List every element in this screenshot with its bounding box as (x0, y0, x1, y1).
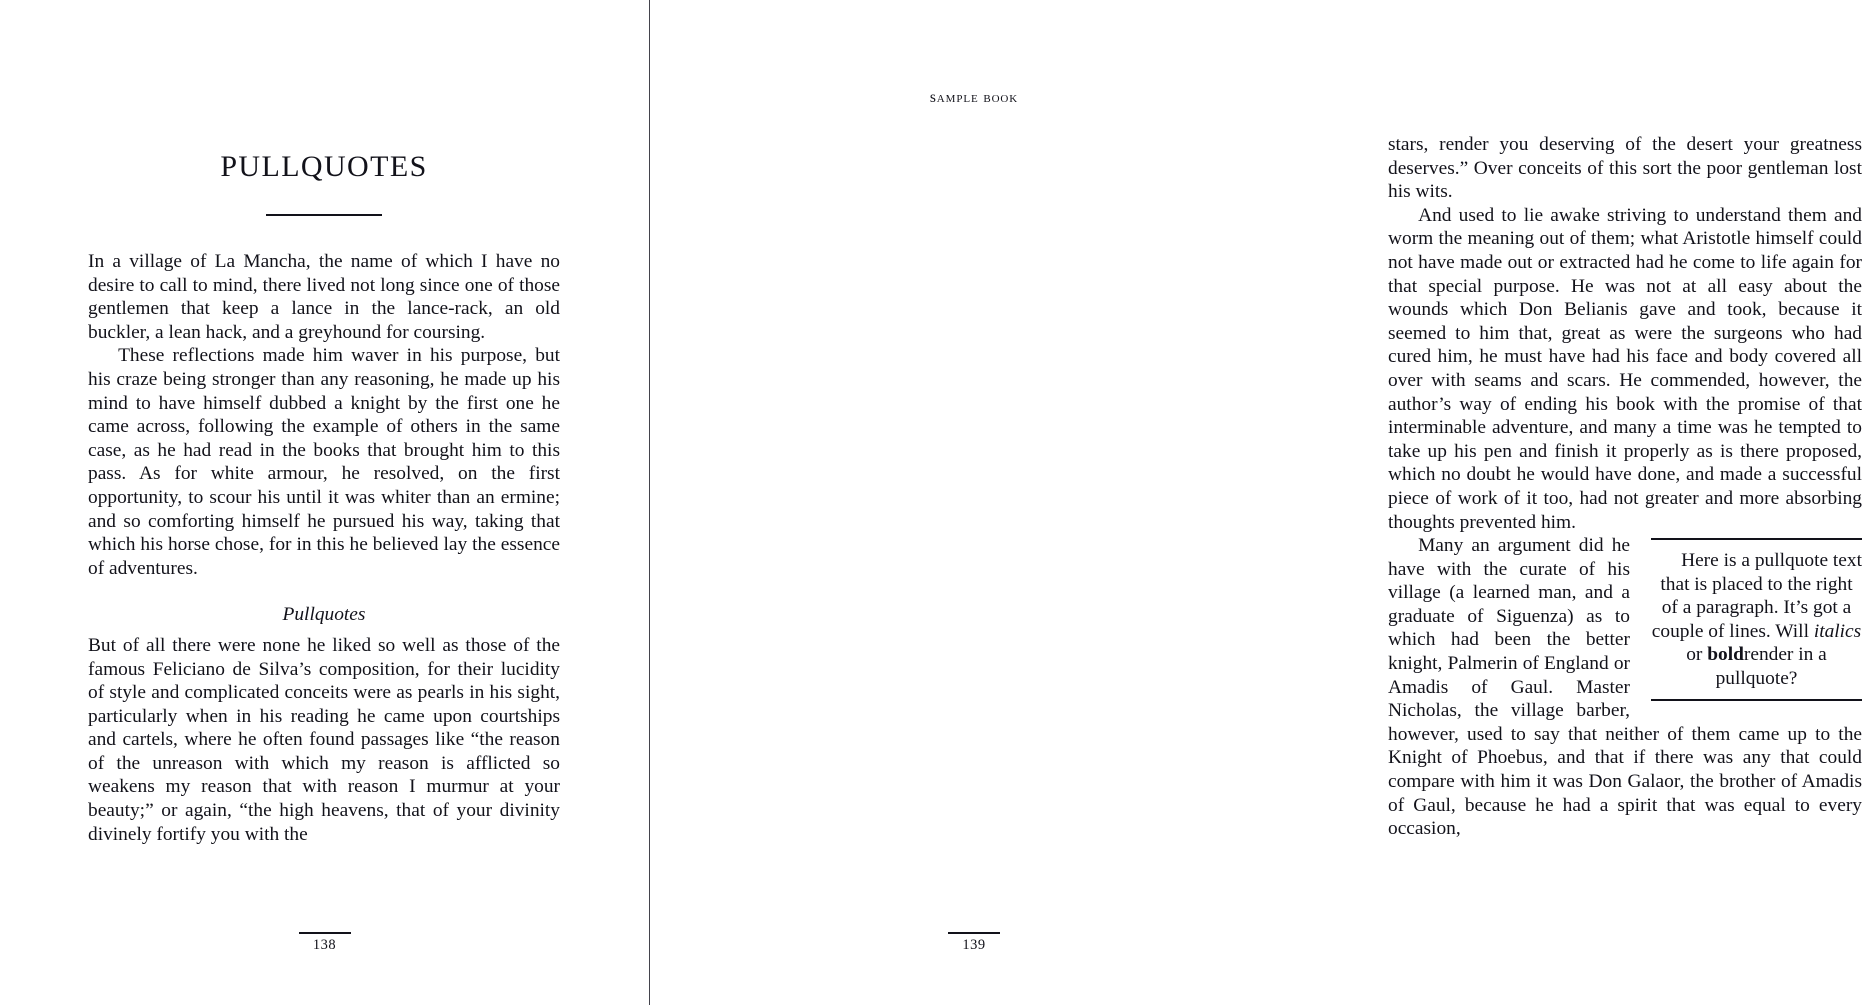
paragraph: But of all there were none he liked so well as those of the famous Feliciano de Silva’s composition, for their lucidity of style and complicated conceits were as pearls in his sight, particularly when in his reading he came upon courtships and cartels, where he often found passages like “the reason of the unreason with which my reason is afflicted so weakens my reason that with reason I murmur at your beauty;” or again, “the high heavens, that of your divinity divinely fortify you with the (88, 634, 560, 845)
chapter-title: PULLQUOTES (220, 150, 428, 183)
title-divider-rule (266, 214, 382, 216)
paragraph: And used to lie awake striving to understand them and worm the meaning out of them; what Aristotle himself could not have made out or extracted had he come to life again for that special purpose. He was not at all easy about the wounds which Don Belianis gave and took, because it seemed to him that, great as were the surgeons who had cured him, he must have had his face and body covered all over with seams and scars. He commended, however, the author’s way of ending his book with the promise of that interminable adventure, and many a time was he tempted to take up his pen and finish it properly as is there proposed, which no doubt he would have done, and made a successful piece of work of it too, had not greater and more absorbing thoughts prevented him. (1388, 204, 1862, 533)
page-number: 139 (962, 936, 986, 953)
folio-rule (948, 932, 1000, 934)
right-page-body (1388, 133, 1862, 841)
pullquote-text-before: Here is a pullquote text that is placed to the right of a paragraph. It’s got a couple of lines. Will (1651, 550, 1862, 642)
left-page-body-continued (88, 634, 560, 846)
section-subheading: Pullquotes (282, 604, 366, 626)
folio-rule (299, 932, 351, 934)
pullquote-box (1651, 538, 1862, 701)
right-page-textblock (1388, 133, 1862, 841)
right-page (650, 0, 1862, 1005)
page-gutter-divider (649, 0, 650, 1005)
left-page (0, 0, 649, 1005)
running-head: sample book (929, 89, 1019, 106)
pullquote-italic-word: italics (1813, 620, 1862, 642)
left-page-textblock (88, 150, 560, 846)
paragraph-with-pullquote (1388, 534, 1862, 841)
pullquote-text-after: render in a pullquote? (1715, 644, 1827, 690)
paragraph: stars, render you deserving of the desert your greatness deserves.” Over conceits of this sort the poor gentleman lost his wits. (1388, 134, 1862, 203)
pullquote-bold-word: bold (1707, 644, 1744, 666)
folio-right (650, 932, 1298, 953)
paragraph: In a village of La Mancha, the name of which I have no desire to call to mind, there lived not long since one of those gentlemen that keep a lance in the lance-rack, an old buckler, a lean hack, and a greyhound for coursing. (88, 251, 560, 343)
folio-left (0, 932, 649, 953)
paragraph-text: Many an argument did he have with the curate of his village (a learned man, and a graduate of Siguenza) as to which had been the better knight, Palmerin of England or Amadis of Gaul. Master Nicholas, the village barber, however, used to say that neither of them came up to the Knight of Phoebus, and that if there was any that could compare with him it was Don Galaor, the brother of Amadis of Gaul, because he had a spirit that was equal to every occasion, (1388, 535, 1862, 840)
page-number: 138 (312, 936, 337, 953)
paragraph: These reflections made him waver in his purpose, but his craze being stronger than any reasoning, he made up his mind to have himself dubbed a knight by the first one he came across, following the example of others in the same case, as he had read in the books that brought him to this pass. As for white armour, he resolved, on the first opportunity, to scour his until it was whiter than an ermine; and so comforting himself he pursued his way, taking that which his horse chose, for in this he believed lay the essence of adventures. (88, 345, 560, 579)
left-page-body (88, 250, 560, 580)
pullquote-text-between: or (1686, 644, 1708, 666)
